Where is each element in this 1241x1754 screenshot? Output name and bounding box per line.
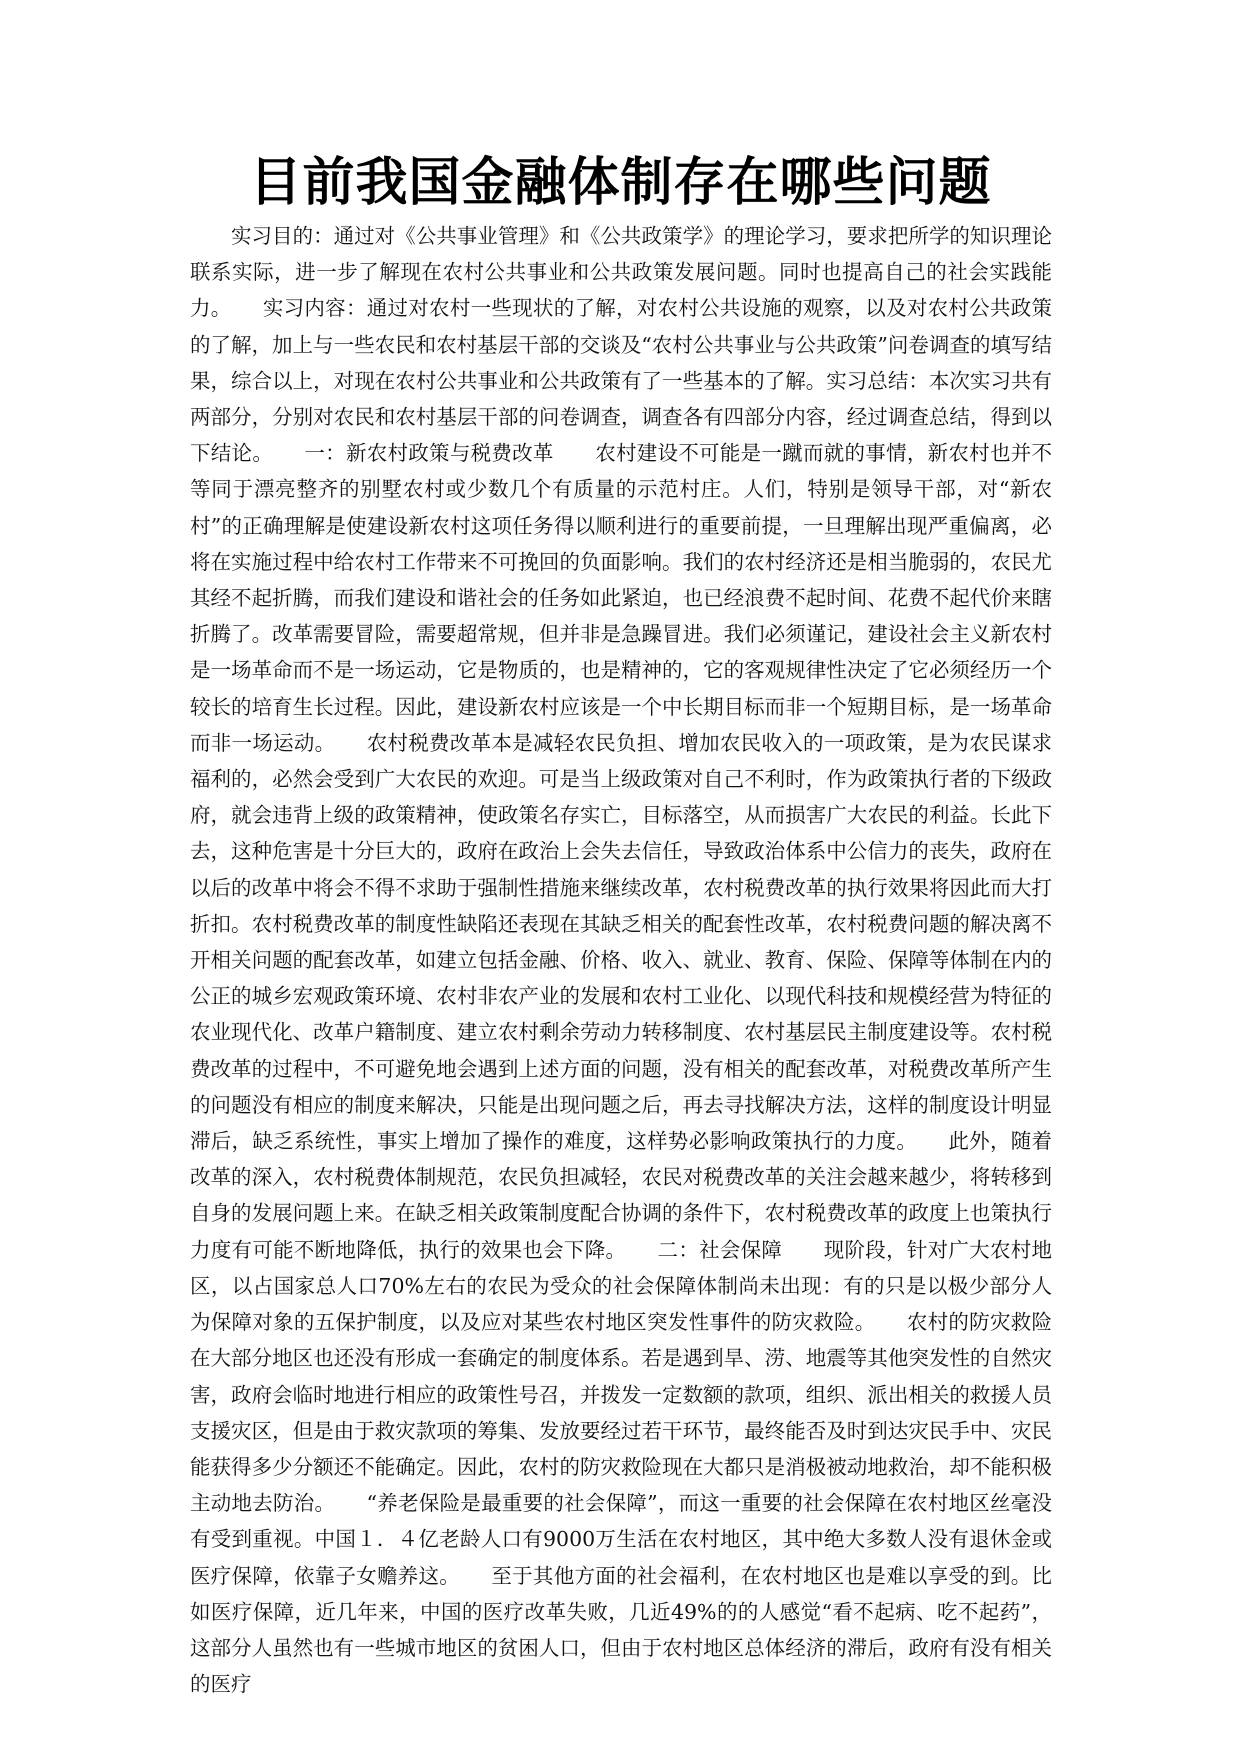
document-title: 目前我国金融体制存在哪些问题	[249, 153, 992, 213]
document-body: 实习目的：通过对《公共事业管理》和《公共政策学》的理论学习，要求把所学的知识理论联系实际，进一步了解现在农村公共事业和公共政策发展问题。同时也提高自己的社会实践能力。 实习内容：通过对农村一些现状的了解，对农村公共设施的观察，以及对农村公共政策的了解，加上与一些农民和农村基层干部的交谈及“农村公共事业与公共政策”问卷调查的填写结果，综合以上，对现在农村公共事业和公共政策有了一些基本的了解。实习总结：本次实习共有两部分，分别对农民和农村基层干部的问卷调查，调查各有四部分内容，经过调查总结，得到以下结论。 一：新农村政策与税费改革 农村建设不可能是一蹴而就的事情，新农村也并不等同于漂亮整齐的别墅农村或少数几个有质量的示范村庄。人们，特别是领导干部，对“新农村”的正确理解是使建设新农村这项任务得以顺利进行的重要前提，一旦理解出现严重偏离，必将在实施过程中给农村工作带来不可挽回的负面影响。我们的农村经济还是相当脆弱的，农民尤其经不起折腾，而我们建设和谐社会的任务如此紧迫，也已经浪费不起时间、花费不起代价来瞎折腾了。改革需要冒险，需要超常规，但并非是急躁冒进。我们必须谨记，建设社会主义新农村是一场革命而不是一场运动，它是物质的，也是精神的，它的客观规律性决定了它必须经历一个较长的培育生长过程。因此，建设新农村应该是一个中长期目标而非一个短期目标，是一场革命而非一场运动。 农村税费改革本是减轻农民负担、增加农民收入的一项政策，是为农民谋求福利的，必然会受到广大农民的欢迎。可是当上级政策对自己不利时，作为政策执行者的下级政府，就会违背上级的政策精神，使政策名存实亡，目标落空，从而损害广大农民的利益。长此下去，这种危害是十分巨大的，政府在政治上会失去信任，导致政治体系中公信力的丧失，政府在以后的改革中将会不得不求助于强制性措施来继续改革，农村税费改革的执行效果将因此而大打折扣。农村税费改革的制度性缺陷还表现在其缺乏相关的配套性改革，农村税费问题的解决离不开相关问题的配套改革，如建立包括金融、价格、收入、就业、教育、保险、保障等体制在内的公正的城乡宏观政策环境、农村非农产业的发展和农村工业化、以现代科技和规模经营为特征的农业现代化、改革户籍制度、建立农村剩余劳动力转移制度、农村基层民主制度建设等。农村税费改革的过程中，不可避免地会遇到上述方面的问题，没有相关的配套改革，对税费改革所产生的问题没有相应的制度来解决，只能是出现问题之后，再去寻找解决方法，这样的制度设计明显滞后，缺乏系统性，事实上增加了操作的难度，这样势必影响政策执行的力度。 此外，随着改革的深入，农村税费体制规范，农民负担减轻，农民对税费改革的关注会越来越少，将转移到自身的发展问题上来。在缺乏相关政策制度配合协调的条件下，农村税费改革的政度上也策执行力度有可能不断地降低，执行的效果也会下降。 二：社会保障 现阶段，针对广大农村地区，以占国家总人口70%左右的农民为受众的社会保障体制尚未出现：有的只是以极少部分人为保障对象的五保护制度，以及应对某些农村地区突发性事件的防灾救险。 农村的防灾救险在大部分地区也还没有形成一套确定的制度体系。若是遇到旱、涝、地震等其他突发性的自然灾害，政府会临时地进行相应的政策性号召，并拨发一定数额的款项，组织、派出相关的救援人员支援灾区，但是由于救灾款项的筹集、发放要经过若干环节，最终能否及时到达灾民手中、灾民能获得多少分额还不能确定。因此，农村的防灾救险现在大都只是消极被动地救治，却不能积极主动地去防治。 “养老保险是最重要的社会保障”，而这一重要的社会保障在农村地区丝毫没有受到重视。中国１．４亿老龄人口有9000万生活在农村地区，其中绝大多数人没有退休金或医疗保障，依靠子女赡养这。 至于其他方面的社会福利，在农村地区也是难以享受的到。比如医疗保障，近几年来，中国的医疗改革失败，几近49%的的人感觉“看不起病、吃不起药”，这部分人虽然也有一些城市地区的贫困人口，但由于农村地区总体经济的滞后，政府有没有相关的医疗	[190, 224, 1052, 1697]
